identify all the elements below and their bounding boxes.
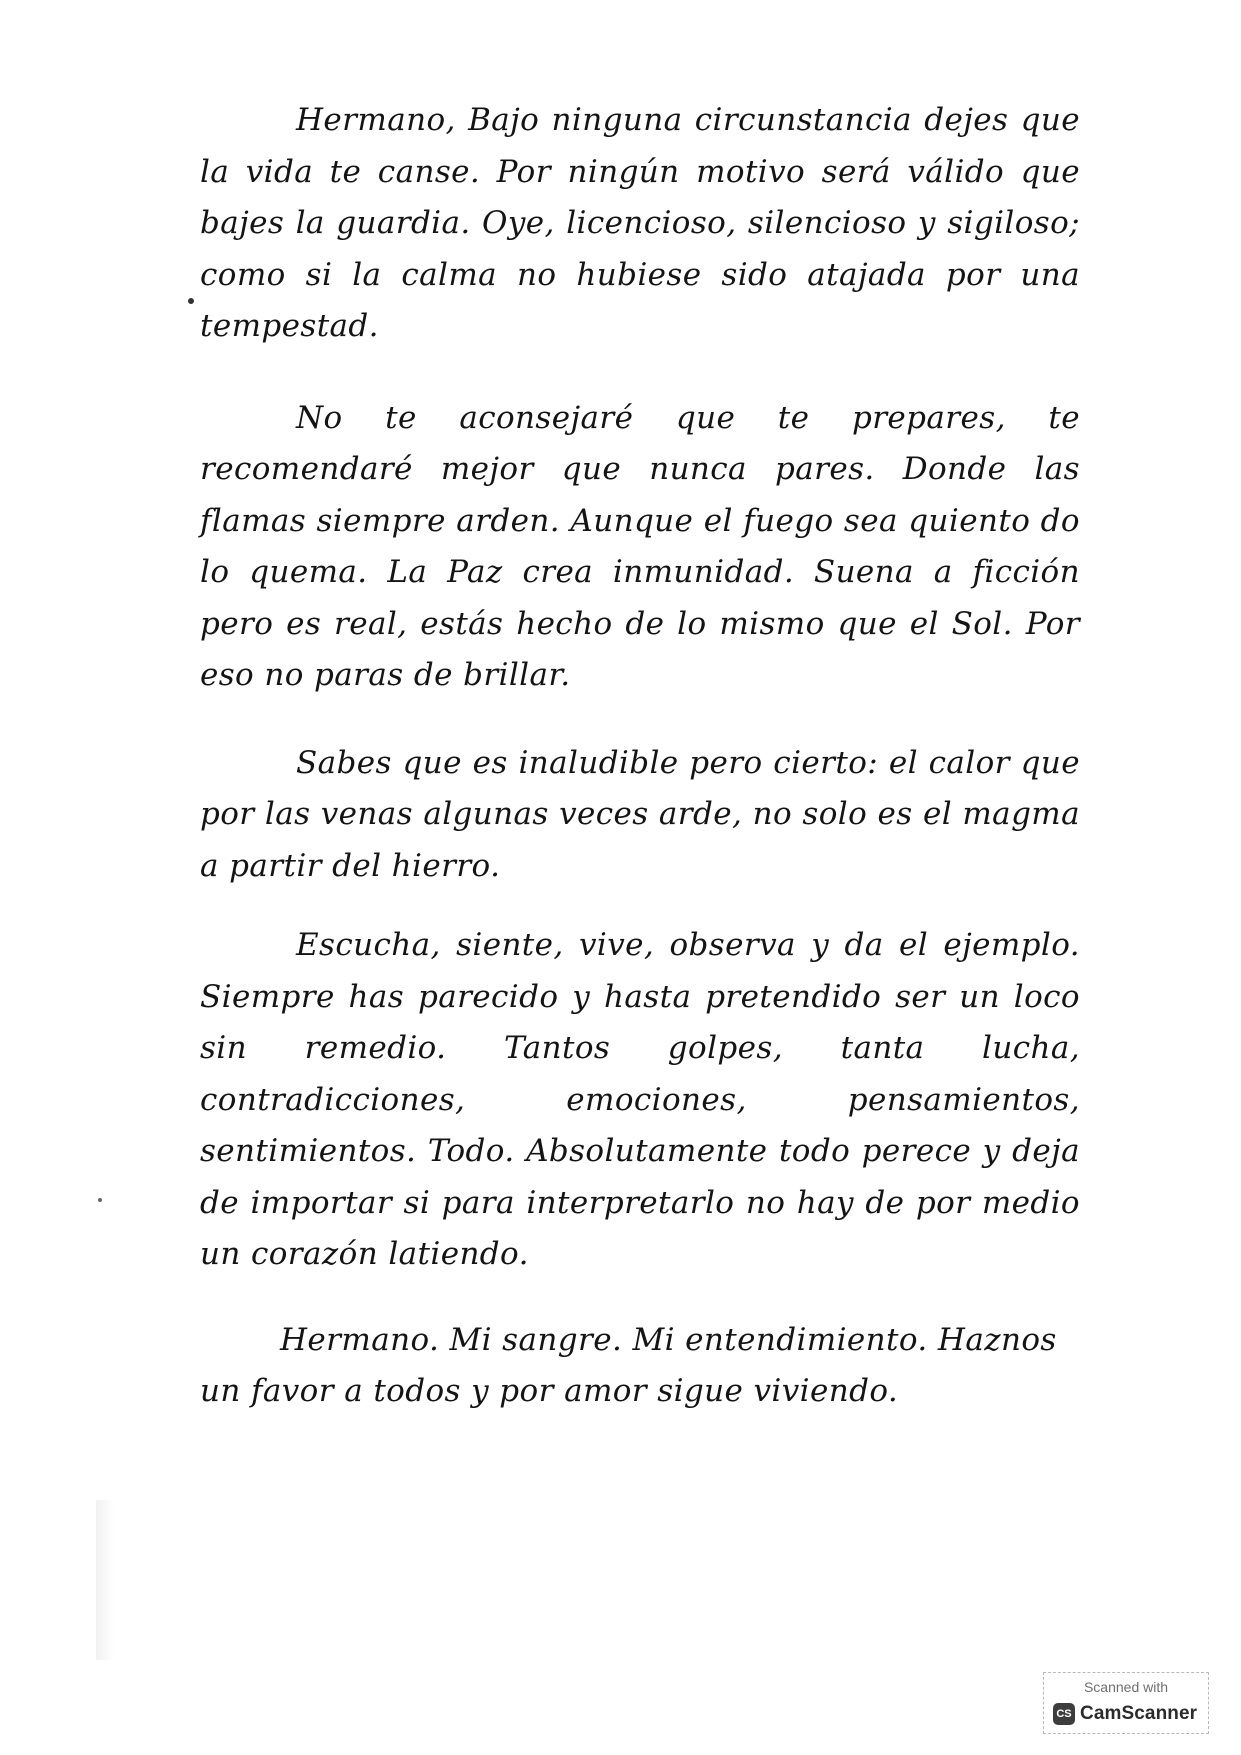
letter-paragraph: Hermano. Mi sangre. Mi entendimiento. Haznos un favor a todos y por amor sigue viviendo. [200, 1321, 1057, 1409]
watermark-brand-row [1053, 1703, 1197, 1725]
watermark-caption: Scanned with [1083, 1679, 1169, 1695]
letter-paragraph: Hermano, Bajo ninguna circunstancia dejes que la vida te canse. Por ningún motivo será válido que bajes la guardia. Oye, licencioso, silencioso y sigiloso; como si la calma no hubiese sido atajada por una tempestad. [200, 102, 1080, 344]
camscanner-logo-icon: CS [1053, 1703, 1075, 1725]
stray-ink-dot [188, 298, 194, 304]
scan-edge-shadow [96, 1500, 114, 1660]
handwritten-letter [200, 95, 1080, 1454]
letter-paragraph: Sabes que es inaludible pero cierto: el calor que por las venas algunas veces arde, no solo es el magma a partir del hierro. [200, 744, 1080, 884]
letter-paragraph: Escucha, siente, vive, observa y da el ejemplo. Siempre has parecido y hasta pretendido ser un loco sin remedio. Tantos golpes, tanta lucha, contradicciones, emociones, pensamientos, sentimientos. Todo. Absolutamente todo perece y deja de importar si para interpretarlo no hay de por medio un corazón latiendo. [200, 927, 1080, 1272]
watermark-brand: CamScanner [1080, 1703, 1198, 1724]
letter-paragraph: No te aconsejaré que te prepares, te recomendaré mejor que nunca pares. Donde las flamas siempre arden. Aunque el fuego sea quiento do lo quema. La Paz crea inmunidad. Suena a ficción pero es real, estás hecho de lo mismo que el Sol. Por eso no paras de brillar. [200, 399, 1080, 693]
scanner-watermark [1043, 1672, 1209, 1734]
stray-ink-dot [98, 1198, 102, 1202]
